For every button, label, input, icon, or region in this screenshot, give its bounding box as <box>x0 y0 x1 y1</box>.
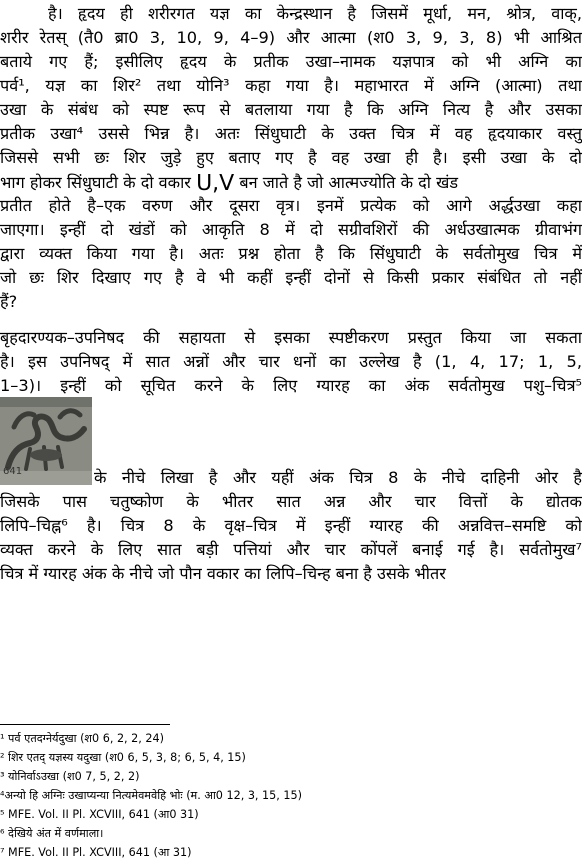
footnote: ⁷ MFE. Vol. II Pl. XCVIII, 641 (आ 31) <box>0 846 192 859</box>
body-line: शरीर रेतस् (तै0 ब्रा0 3, 10, 9, 4–9) और आत्मा (श0 3, 9, 3, 8) भी आश्रित <box>0 28 582 47</box>
body-line: जिसके पास चतुष्कोण के भीतर सात अन्न और चार वित्तों के द्योतक <box>0 492 582 511</box>
footnote: ⁴अन्यो हि अग्निः उखाप्यन्या नित्यमेवमवेहि भोः (म. आ0 12, 3, 15, 15) <box>0 789 302 802</box>
body-line: बृहदारण्यक–उपनिषद की सहायता से इसका स्पष्टीकरण प्रस्तुत किया जा सकता <box>0 328 582 347</box>
body-line: प्रतीत होते है–एक वरुण और दूसरा वृत्र। इनमें प्रत्येक को आगे अर्द्धउखा कहा <box>0 196 582 215</box>
footnote: ⁶ देखिये अंत में वर्णमाला। <box>0 827 104 840</box>
body-line: जाएगा। इन्हीं दो खंडों को आकृति 8 में दो सग्रीवशिरों की अर्धउखात्मक ग्रीवाभंग <box>0 220 582 239</box>
body-text: बन जाते है जो आत्मज्योति के दो खंड <box>239 173 459 192</box>
body-line-with-glyph <box>0 170 582 195</box>
seal-caption: 641 <box>3 466 23 477</box>
body-text: भाग होकर सिंधुघाटी के दो वकार <box>0 173 191 192</box>
footnote: ¹ पर्व एतदग्नेर्यदुखा (श0 6, 2, 2, 24) <box>0 732 165 745</box>
body-line: लिपि–चिह्न⁶ है। चित्र 8 के वृक्ष–चित्र में इन्हीं ग्यारह की अन्नवित्त–समष्टि को <box>0 516 582 535</box>
body-line: चित्र में ग्यारह अंक के नीचे जो पौन वकार का लिपि–चिन्ह बना है उसके भीतर <box>0 564 446 583</box>
body-line: व्यक्त करने के लिए सात बड़ी पत्तियां और चार कोंपलें बनाई गई है। सर्वतोमुख⁷ <box>0 540 582 559</box>
vakara-glyph: ᑌ,ᐯ <box>196 171 235 195</box>
body-line: जिससे सभी छः शिर जुड़े हुए बताए गए है वह उखा ही है। इसी उखा के दो <box>0 148 582 167</box>
body-line: के नीचे लिखा है और यहीं अंक चित्र 8 के नीचे दाहिनी ओर है <box>94 468 582 487</box>
body-line: 1–3)। इन्हीं को सूचित करने के लिए ग्यारह का अंक सर्वतोमुख पशु–चित्र⁵ <box>0 376 582 395</box>
body-line: हैं? <box>0 292 18 311</box>
footnote: ⁵ MFE. Vol. II Pl. XCVIII, 641 (आ0 31) <box>0 808 199 821</box>
body-line: उखा के संबंध को स्पष्ट रूप से बतलाया गया है कि अग्नि नित्य है और उसका <box>0 100 582 119</box>
footnote: ² शिर एतद् यज्ञस्य यदुखा (श0 6, 5, 3, 8; 6, 5, 4, 15) <box>0 751 246 764</box>
body-line: है। इस उपनिषद् में सात अन्नों और चार धनों का उल्लेख है (1, 4, 17; 1, 5, <box>0 352 582 371</box>
body-line: प्रतीक उखा⁴ उससे भिन्न है। अतः सिंधुघाटी के उक्त चित्र में वह हृदयाकार वस्तु <box>0 124 582 143</box>
body-line: द्वारा व्यक्त किया गया है। अतः प्रश्न होता है कि सिंधुघाटी के सर्वतोमुख चित्र में <box>0 244 582 263</box>
footnote: ³ योनिर्वाऽउखा (श0 7, 5, 2, 2) <box>0 770 140 783</box>
body-line: पर्व¹, यज्ञ का शिर² तथा योनि³ कहा गया है। महाभारत में अग्नि (आत्मा) तथा <box>0 76 582 95</box>
body-line: है। हृदय ही शरीरगत यज्ञ का केन्द्रस्थान है जिसमें मूर्धा, मन, श्रोत्र, वाक्, <box>48 4 582 23</box>
body-line: बताये गए हैं; इसीलिए हृदय के प्रतीक उखा–नामक यज्ञपात्र को भी अग्नि का <box>0 52 582 71</box>
footnote-divider <box>0 724 170 725</box>
body-line: जो छः शिर दिखाए गए है वे भी कहीं इन्हीं दोनों से किसी प्रकार संबंधित तो नहीं <box>0 268 582 287</box>
